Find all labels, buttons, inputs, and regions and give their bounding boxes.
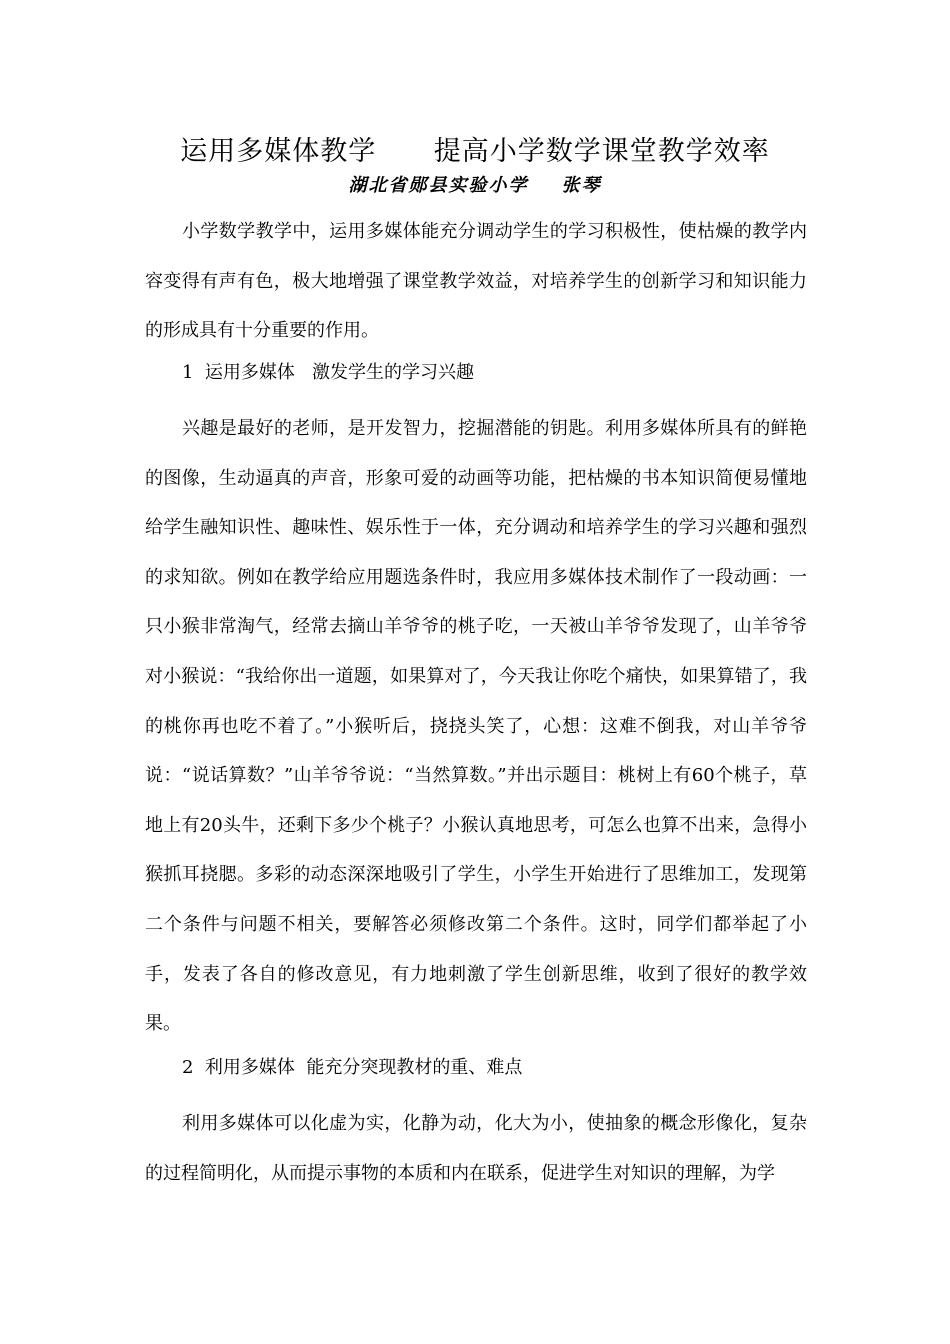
- document-title: 运用多媒体教学 提高小学数学课堂教学效率: [180, 136, 770, 167]
- section-heading-1: 1 运用多媒体 激发学生的学习兴趣: [182, 362, 475, 383]
- section-heading-2: 2 利用多媒体 能充分突现教材的重、难点: [182, 1057, 523, 1078]
- section-1-paragraph: 兴趣是最好的老师，是开发智力，挖掘潜能的钥匙。利用多媒体所具有的鲜艳的图像，生动逼真的声音，形象可爱的动画等功能，把枯燥的书本知识简便易懂地给学生融知识性、趣味性、娱乐性于一体，充分调动和培养学生的学习兴趣和强烈的求知欲。例如在教学给应用题选条件时，我应用多媒体技术制作了一段动画：一只小猴非常淘气，经常去摘山羊爷爷的桃子吃，一天被山羊爷爷发现了，山羊爷爷对小猴说：“我给你出一道题，如果算对了，今天我让你吃个痛快，如果算错了，我的桃你再也吃不着了。”小猴听后，挠挠头笑了，心想：这难不倒我，对山羊爷爷说：“说话算数？”山羊爷爷说：“当然算数。”并出示题目：桃树上有60个桃子，草地上有20头牛，还剩下多少个桃子？小猴认真地思考，可怎么也算不出来，急得小猴抓耳挠腮。多彩的动态深深地吸引了学生，小学生开始进行了思维加工，发现第二个条件与问题不相关，要解答必须修改第二个条件。这时，同学们都举起了小手，发表了各自的修改意见，有力地刺激了学生创新思维，收到了很好的教学效果。: [145, 418, 807, 1035]
- section-2-paragraph: 利用多媒体可以化虚为实，化静为动，化大为小，使抽象的概念形像化，复杂的过程简明化，从而提示事物的本质和内在联系，促进学生对知识的理解，为学: [145, 1113, 807, 1184]
- intro-paragraph: 小学数学教学中，运用多媒体能充分调动学生的学习积极性，使枯燥的教学内容变得有声有色，极大地增强了课堂教学效益，对培养学生的创新学习和知识能力的形成具有十分重要的作用。: [145, 221, 807, 342]
- author-line: 湖北省郧县实验小学 张琴: [348, 175, 602, 196]
